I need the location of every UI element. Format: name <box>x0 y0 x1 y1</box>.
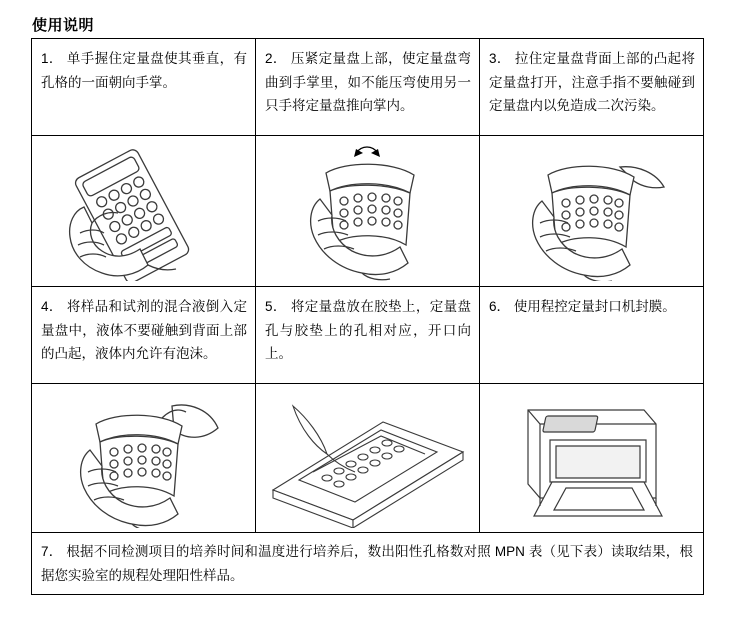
step-5-text-cell <box>256 287 480 384</box>
table-row <box>32 384 704 533</box>
page-title: 使用说明 <box>32 17 95 34</box>
tray-on-rubber-pad-illustration <box>256 384 479 532</box>
step-5-text: 5． 将定量盘放在胶垫上，定量盘孔与胶垫上的孔相对应，开口向上。 <box>265 299 471 362</box>
quanti-tray-sealer-machine-illustration <box>480 384 703 532</box>
instructions-table <box>31 38 704 595</box>
hand-opening-quanti-tray-illustration <box>480 136 703 286</box>
step-4-text: 4． 将样品和试剂的混合液倒入定量盘中，液体不要碰触到背面上部的凸起，液体内允许有泡沫。 <box>41 299 247 362</box>
step-2-text-cell <box>256 39 480 136</box>
table-row <box>32 136 704 287</box>
step-6-text: 6． 使用程控定量封口机封膜。 <box>489 299 676 314</box>
step-3-text: 3． 拉住定量盘背面上部的凸起将定量盘打开，注意手指不要触碰到定量盘内以免造成二次污染。 <box>489 51 695 114</box>
step-4-figure-cell <box>32 384 256 533</box>
step-6-figure-cell <box>480 384 704 533</box>
step-1-text-cell <box>32 39 256 136</box>
step-4-text-cell <box>32 287 256 384</box>
step-3-text-cell <box>480 39 704 136</box>
table-row <box>32 39 704 136</box>
step-1-figure-cell <box>32 136 256 287</box>
hand-bending-quanti-tray-illustration <box>256 136 479 286</box>
hand-pouring-sample-into-tray-illustration <box>32 384 255 532</box>
step-7-text: 7． 根据不同检测项目的培养时间和温度进行培养后，数出阳性孔格数对照 MPN 表（见下表）读取结果，根据您实验室的规程处理阳性样品。 <box>41 544 693 583</box>
step-7-text-cell <box>32 533 704 595</box>
step-3-figure-cell <box>480 136 704 287</box>
step-2-text: 2． 压紧定量盘上部，使定量盘弯曲到手掌里，如不能压弯使用另一只手将定量盘推向掌内。 <box>265 51 471 114</box>
hand-holding-quanti-tray-vertical-illustration <box>32 136 255 286</box>
step-2-figure-cell <box>256 136 480 287</box>
step-1-text: 1． 单手握住定量盘使其垂直，有孔格的一面朝向手掌。 <box>41 51 247 90</box>
step-6-text-cell <box>480 287 704 384</box>
table-row <box>32 533 704 595</box>
step-5-figure-cell <box>256 384 480 533</box>
table-row <box>32 287 704 384</box>
